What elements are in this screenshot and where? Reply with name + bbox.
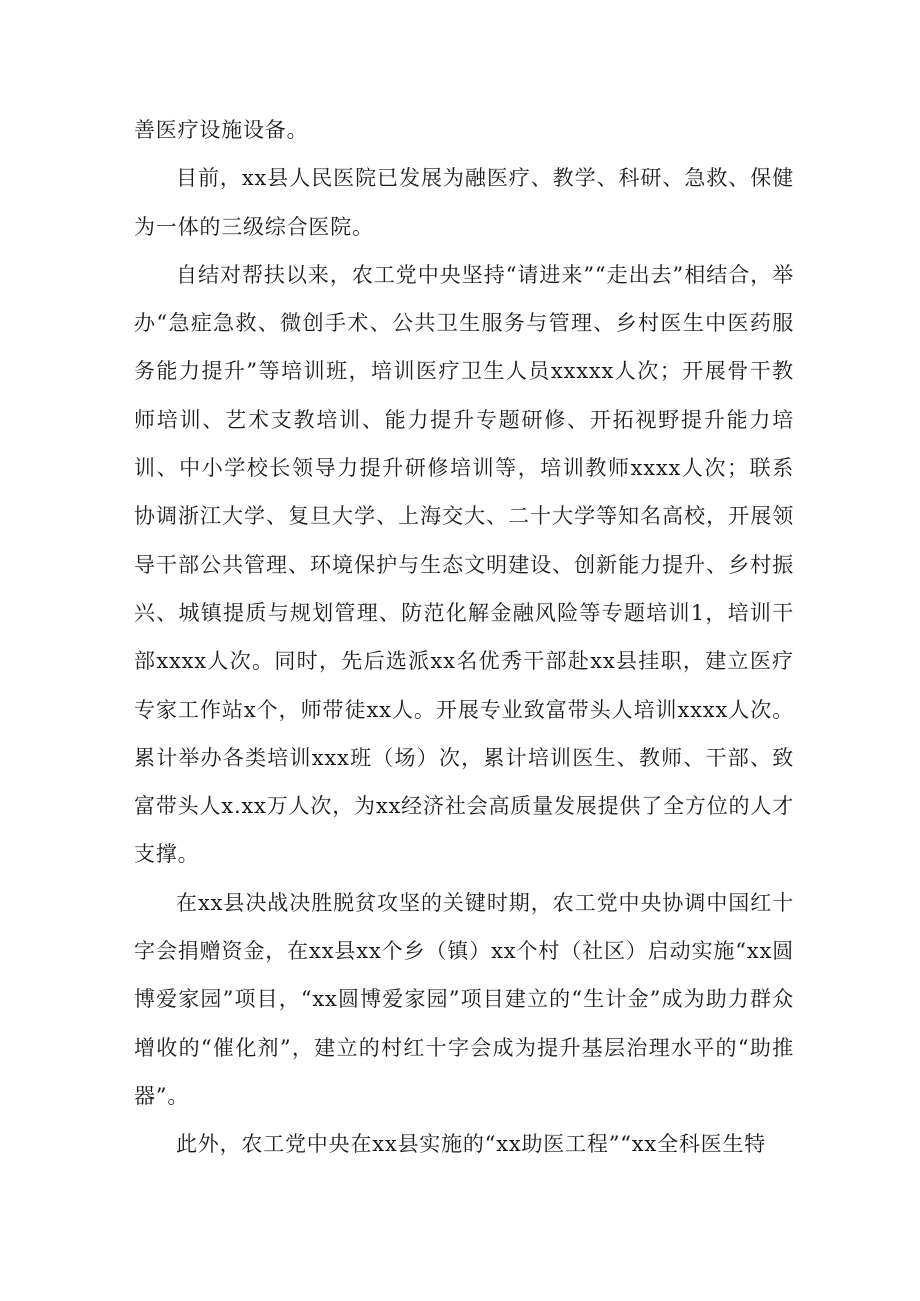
paragraph-3: 自结对帮扶以来，农工党中央坚持“请进来”“走出去”相结合，举办“急症急救、微创手术、公共卫生服务与管理、乡村医生中医药服务能力提升”等培训班，培训医疗卫生人员xxxxx人次；开展骨干教师培训、艺术支教培训、能力提升专题研修、开拓视野提升能力培训、中小学校长领导力提升研修培训等，培训教师xxxx人次；联系协调浙江大学、复旦大学、上海交大、二十大学等知名高校，开展领导干部公共管理、环境保护与生态文明建设、创新能力提升、乡村振兴、城镇提质与规划管理、防范化解金融风险等专题培训1，培训干部xxxx人次。同时，先后选派xx名优秀干部赴xx县挂职，建立医疗专家工作站x个，师带徒xx人。开展专业致富带头人培训xxxx人次。累计举办各类培训xxx班（场）次，累计培训医生、教师、干部、致富带头人x.xx万人次，为xx经济社会高质量发展提供了全方位的人才支撑。 <box>134 262 794 867</box>
paragraph-2: 目前，xx县人民医院已发展为融医疗、教学、科研、急救、保健为一体的三级综合医院。 <box>134 166 794 239</box>
paragraph-5: 此外，农工党中央在xx县实施的“xx助医工程”“xx全科医生特 <box>176 1132 767 1157</box>
paragraph-1: 善医疗设施设备。 <box>134 118 309 142</box>
document-body <box>134 106 794 1169</box>
paragraph-4: 在xx县决战决胜脱贫攻坚的关键时期，农工党中央协调中国红十字会捐赠资金，在xx县xx个乡（镇）xx个村（社区）启动实施“xx圆博爱家园”项目，“xx圆博爱家园”项目建立的“生计金”成为助力群众增收的“催化剂”，建立的村红十字会成为提升基层治理水平的“助推器”。 <box>134 890 794 1108</box>
